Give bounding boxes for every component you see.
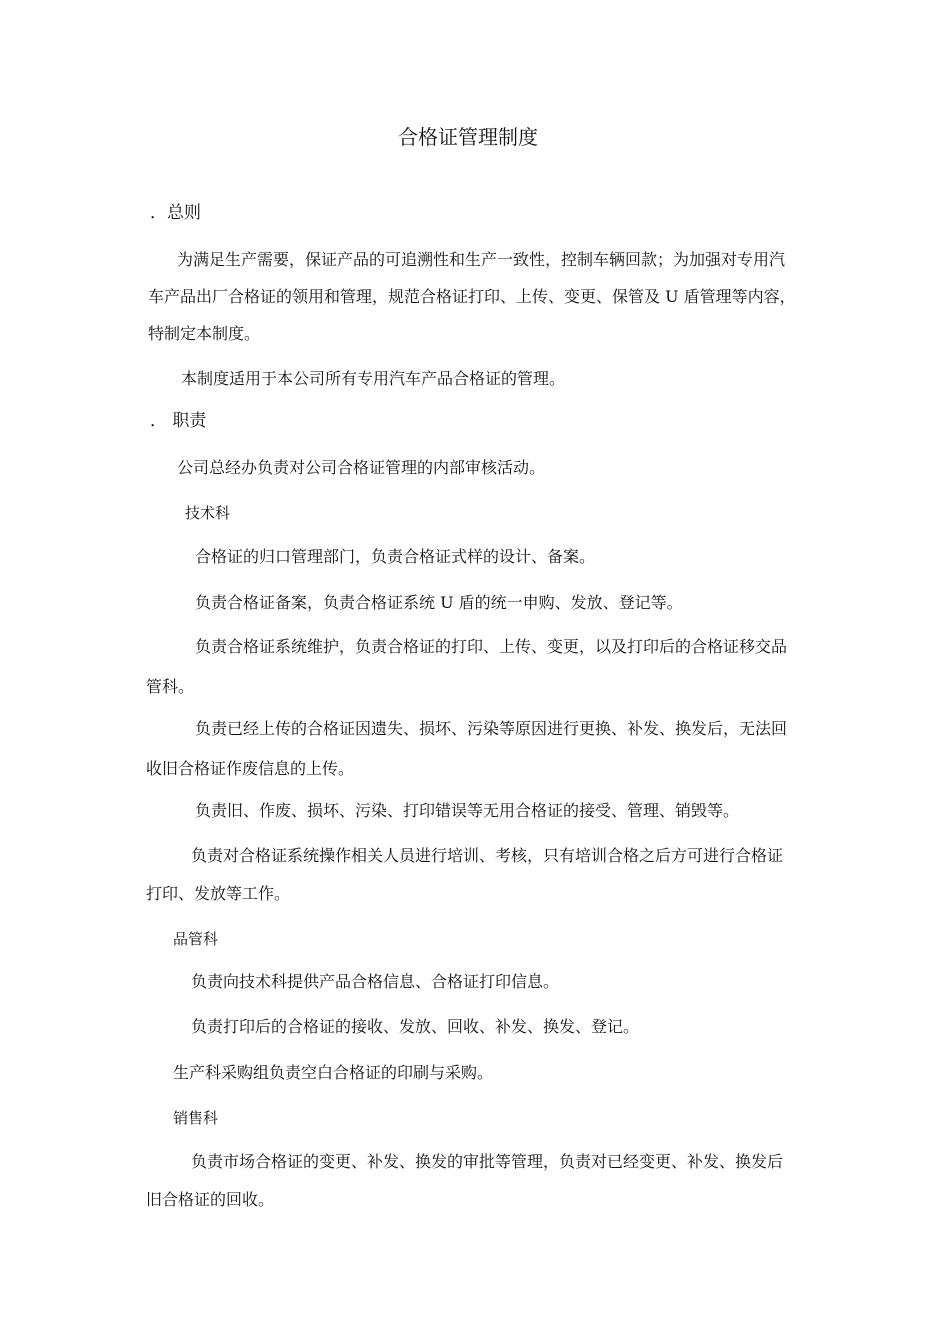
list-item: 负责合格证备案，负责合格证系统 U 盾的统一申购、发放、登记等。 [195,593,683,612]
section-heading-duties: ． 职责 [150,411,207,431]
paragraph-scope: 本制度适用于本公司所有专用汽车产品合格证的管理。 [181,369,566,388]
list-item: 负责向技术科提供产品合格信息、合格证打印信息。 [191,972,560,991]
subheading-tech-dept: 技术科 [185,504,231,522]
paragraph-line: 负责市场合格证的变更、补发、换发的审批等管理，负责对已经变更、补发、换发后 [191,1152,784,1171]
list-item: 负责旧、作废、损坏、污染、打印错误等无用合格证的接受、管理、销毁等。 [195,801,740,820]
list-item: 负责打印后的合格证的接收、发放、回收、补发、换发、登记。 [191,1017,640,1036]
paragraph-line: 管科。 [146,677,195,696]
paragraph-line: 负责合格证系统维护，负责合格证的打印、上传、变更，以及打印后的合格证移交品 [195,637,788,656]
subheading-sales-dept: 销售科 [173,1109,219,1127]
paragraph-line: 打印、发放等工作。 [146,884,291,903]
section-heading-general: ．总则 [150,203,201,223]
paragraph-line: 负责已经上传的合格证因遗失、损坏、污染等原因进行更换、补发、换发后，无法回 [195,719,788,738]
paragraph-line: 车产品出厂合格证的领用和管理，规范合格证打印、上传、变更、保管及 U 盾管理等内容， [148,287,796,306]
paragraph-line: 旧合格证的回收。 [146,1190,275,1209]
paragraph-line: 收旧合格证作废信息的上传。 [146,759,355,778]
subheading-quality-dept: 品管科 [173,930,219,948]
page-title: 合格证管理制度 [398,125,538,149]
paragraph-general-office: 公司总经办负责对公司合格证管理的内部审核活动。 [177,458,546,477]
paragraph-line: 为满足生产需要，保证产品的可追溯性和生产一致性，控制车辆回款；为加强对专用汽 [177,250,786,269]
paragraph-production-dept: 生产科采购组负责空白合格证的印刷与采购。 [173,1063,494,1082]
paragraph-line: 特制定本制度。 [148,324,261,343]
paragraph-line: 负责对合格证系统操作相关人员进行培训、考核，只有培训合格之后方可进行合格证 [191,846,784,865]
list-item: 合格证的归口管理部门，负责合格证式样的设计、备案。 [195,547,596,566]
